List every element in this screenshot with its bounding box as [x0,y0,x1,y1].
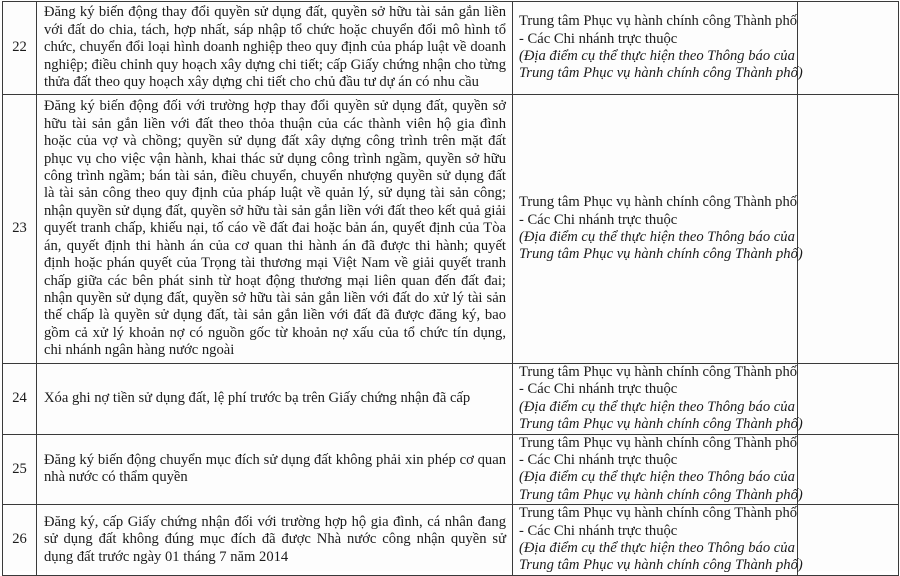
location-note-line-2: Trung tâm Phục vụ hành chính công Thành phố) [519,416,803,433]
location-note-line-1: (Địa điểm cụ thể thực hiện theo Thông báo của [519,540,795,557]
location-note-line-2: Trung tâm Phục vụ hành chính công Thành phố) [519,246,803,263]
table-row [3,2,899,95]
empty-cell [798,364,899,435]
location-note [519,398,803,434]
table-row [3,505,899,576]
empty-cell [798,505,899,576]
empty-cell [798,434,899,505]
location-line-1: Trung tâm Phục vụ hành chính công Thành phố [519,194,798,211]
row-number: 22 [3,2,37,95]
location-line-2: - Các Chi nhánh trực thuộc [519,381,678,398]
procedures-table [2,1,899,576]
row-number: 23 [3,95,37,364]
row-number: 25 [3,434,37,505]
location-note [519,229,803,264]
row-number: 24 [3,364,37,435]
location-note-line-2: Trung tâm Phục vụ hành chính công Thành phố) [519,486,803,503]
location-line-1: Trung tâm Phục vụ hành chính công Thành phố [519,13,798,30]
table-row [3,95,899,364]
location-cell [513,364,803,435]
location-cell [513,2,803,95]
location-note-line-1: (Địa điểm cụ thể thực hiện theo Thông báo của [519,398,795,415]
table-row [3,364,899,435]
empty-cell [798,2,899,95]
table-row [3,434,899,505]
location-note-line-1: (Địa điểm cụ thể thực hiện theo Thông báo của [519,48,795,64]
location-line-1: Trung tâm Phục vụ hành chính công Thành phố [519,505,798,522]
location-line-2: - Các Chi nhánh trực thuộc [519,452,678,469]
location-line-2: - Các Chi nhánh trực thuộc [519,522,678,539]
location-note [519,540,803,575]
procedure-name: Đăng ký biến động chuyển mục đích sử dụng đất không phải xin phép cơ quan nhà nước có thẩm quyền [37,434,513,505]
location-note [519,48,803,83]
location-cell [513,505,803,576]
procedure-name: Đăng ký biến động đối với trường hợp thay đổi quyền sử dụng đất, quyền sở hữu tài sản gắn liền với đất theo thỏa thuận của các thành viên hộ gia đình hoặc của vợ và chồng; quyền sử dụng đất xây dựng công trình trên mặt đất phục vụ cho việc vận hành, khai thác sử dụng công trình ngầm, quyền sở hữu công trình ngầm; bán tài sản, điều chuyển, chuyển nhượng quyền sử dụng đất là tài sản công theo quy định của pháp luật về quản lý, sử dụng tài sản công; nhận quyền sử dụng đất, quyền sở hữu tài sản gắn liền với đất theo kết quả giải quyết tranh chấp, khiếu nại, tố cáo về đất đai hoặc bản án, quyết định của Tòa án, quyết định thi hành án của cơ quan thi hành án đã được thi hành; quyết định hoặc phán quyết của Trọng tài thương mại Việt Nam về giải quyết tranh chấp giữa các bên phát sinh từ hoạt động thương mại liên quan đến đất đai; nhận quyền sử dụng đất, quyền sở hữu tài sản gắn liền với đất do xử lý tài sản thế chấp là quyền sử dụng đất, tài sản gắn liền với đất đã được đăng ký, bao gồm cả xử lý khoản nợ có nguồn gốc từ khoản nợ xấu của tổ chức tín dụng, chi nhánh ngân hàng nước ngoài [37,95,513,364]
location-note-line-1: (Địa điểm cụ thể thực hiện theo Thông báo của [519,469,795,486]
location-note [519,469,803,504]
empty-cell [798,95,899,364]
location-line-2: - Các Chi nhánh trực thuộc [519,211,678,228]
location-note-line-2: Trung tâm Phục vụ hành chính công Thành phố) [519,557,803,574]
location-line-1: Trung tâm Phục vụ hành chính công Thành phố [519,434,798,451]
location-note-line-2: Trung tâm Phục vụ hành chính công Thành phố) [519,65,803,82]
procedure-name: Đăng ký biến động thay đổi quyền sử dụng đất, quyền sở hữu tài sản gắn liền với đất do chia, tách, hợp nhất, sáp nhập tổ chức hoặc chuyển đổi mô hình tổ chức, chuyển đổi loại hình doanh nghiệp theo quy định của pháp luật về doanh nghiệp; điều chỉnh quy hoạch xây dựng chi tiết; cấp Giấy chứng nhận cho từng thửa đất theo quy hoạch xây dựng chi tiết cho chủ đầu tư dự án có nhu cầu [37,2,513,95]
location-cell [513,95,803,364]
location-note-line-1: (Địa điểm cụ thể thực hiện theo Thông báo của [519,229,795,245]
location-line-2: - Các Chi nhánh trực thuộc [519,30,678,47]
row-number: 26 [3,505,37,576]
procedure-name: Đăng ký, cấp Giấy chứng nhận đối với trường hợp hộ gia đình, cá nhân đang sử dụng đất không đúng mục đích đã được Nhà nước công nhận quyền sử dụng đất trước ngày 01 tháng 7 năm 2014 [37,505,513,576]
location-line-1: Trung tâm Phục vụ hành chính công Thành phố [519,364,798,380]
procedure-name: Xóa ghi nợ tiền sử dụng đất, lệ phí trước bạ trên Giấy chứng nhận đã cấp [37,364,513,435]
location-cell [513,434,803,505]
